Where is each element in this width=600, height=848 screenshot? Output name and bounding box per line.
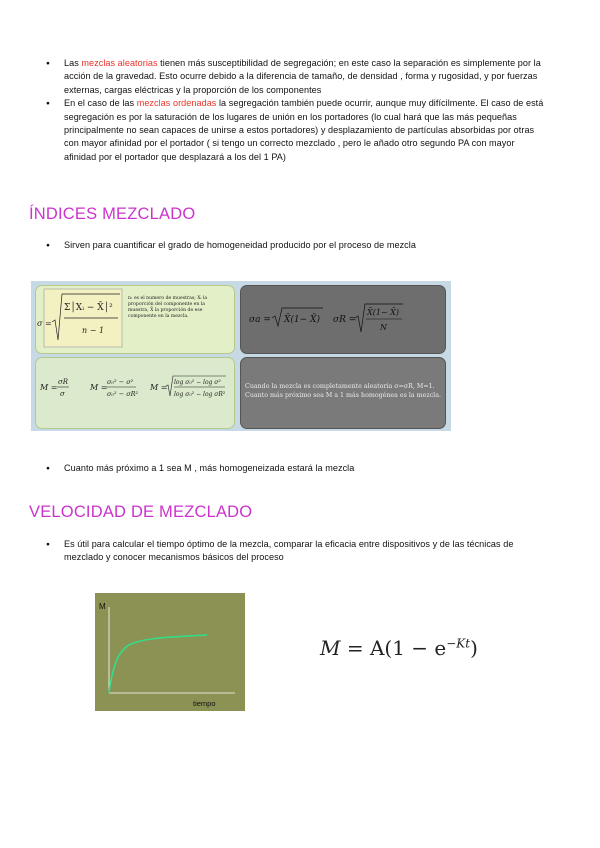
- formula-box-mixing-index: [35, 357, 235, 429]
- formula-note-text: Cuando la mezcla es completamente aleatoria σ=σR, M=1. Cuanto más próximo sea M a 1 más homogénea es la mezcla.: [245, 383, 441, 399]
- formula-box-std-dev: [35, 285, 235, 354]
- svg-text:σ₀² − σR²: σ₀² − σR²: [107, 390, 139, 398]
- svg-text:M =: M =: [40, 383, 58, 392]
- equation-close: ): [470, 636, 478, 660]
- list-item: ● En el caso de las mezclas ordenadas la segregación también puede ocurrir, aunque muy difícilmente. El caso de está segregación es por la saturación de los lugares de unión en los portadores (lo cual hará que las más pequeñas principalmente no sean capaces de unirse a estos portadores) y desplazamiento de partículas absorbidas por otras con mayor afinidad por el portador ( si tengo un correcto mezclado , pero le añado otro segundo PA con mayor afinidad por el portador que desplazará a los del 1 PA): [44, 97, 544, 164]
- indices-list: [44, 239, 544, 252]
- section-title-velocidad: VELOCIDAD DE MEZCLADO: [29, 503, 253, 521]
- list-item: ● Las mezclas aleatorias tienen más susceptibilidad de segregación; en este caso la separación es simplemente por la acción de la gravedad. Esto ocurre debido a la diferencia de tamaño, de densidad , forma y rugosidad, y por fuerzas externas, cargas eléctricas y la proporción de los componentes: [44, 57, 544, 97]
- velocity-equation: [320, 636, 478, 660]
- equation-lhs: M: [320, 636, 341, 660]
- velocidad-list: [44, 538, 544, 565]
- highlight-mezclas-ordenadas: mezclas ordenadas: [136, 98, 217, 109]
- indices-list-2: [44, 462, 544, 475]
- svg-text:M =: M =: [90, 383, 108, 392]
- svg-text:X̄(1− X̄): X̄(1− X̄): [284, 315, 320, 325]
- svg-text:σR =: σR =: [333, 315, 357, 325]
- mixing-index-formulas: [36, 358, 234, 428]
- formula-box-note: [240, 357, 446, 429]
- formula-legend: n: es el numero de muestras; Xᵢ la proporción del componente en la muestra, X̄ la proporción de ese componente en la mezcla.: [128, 296, 208, 319]
- formula-figure: [31, 281, 451, 431]
- list-item: ● Sirven para cuantificar el grado de homogeneidad producido por el proceso de mezcla: [44, 239, 544, 252]
- svg-text:log σ₀² − log σ²: log σ₀² − log σ²: [174, 379, 221, 386]
- formula-box-random-std: [240, 285, 446, 354]
- random-std-formula: [241, 286, 445, 353]
- highlight-mezclas-aleatorias: mezclas aleatorias: [81, 58, 158, 68]
- svg-text:M =: M =: [150, 383, 168, 392]
- svg-text:Σ│Xᵢ − X̄│²: Σ│Xᵢ − X̄│²: [64, 303, 113, 313]
- y-axis-label: M: [99, 602, 106, 611]
- list-item: ● Cuanto más próximo a 1 sea M , más homogeneizada estará la mezcla: [44, 462, 544, 475]
- svg-text:X̄(1− X̄): X̄(1− X̄): [367, 308, 399, 317]
- svg-text:n − 1: n − 1: [82, 326, 105, 335]
- mixing-curve-chart: [95, 593, 245, 711]
- svg-text:σ: σ: [60, 390, 65, 398]
- equation-exponent: −Kt: [446, 636, 471, 651]
- mixing-curve: [109, 635, 207, 693]
- svg-text:log σ₀² − log σR²: log σ₀² − log σR²: [174, 391, 226, 398]
- section-title-indices: ÍNDICES MEZCLADO: [29, 205, 196, 223]
- svg-text:σa =: σa =: [249, 315, 271, 325]
- svg-text:N: N: [380, 323, 387, 332]
- svg-text:σ₀² − σ²: σ₀² − σ²: [107, 378, 134, 386]
- chart-svg: [95, 593, 245, 711]
- x-axis-label: tiempo: [193, 699, 216, 708]
- equation-rhs: = A(1 − e: [346, 636, 447, 660]
- svg-text:σ =: σ =: [37, 319, 52, 328]
- intro-list: [44, 57, 544, 164]
- list-item: ● Es útil para calcular el tiempo óptimo de la mezcla, comparar la eficacia entre dispositivos y de las técnicas de mezclado y conocer mecanismos básicos del proceso: [44, 538, 544, 565]
- svg-text:σR: σR: [58, 378, 69, 386]
